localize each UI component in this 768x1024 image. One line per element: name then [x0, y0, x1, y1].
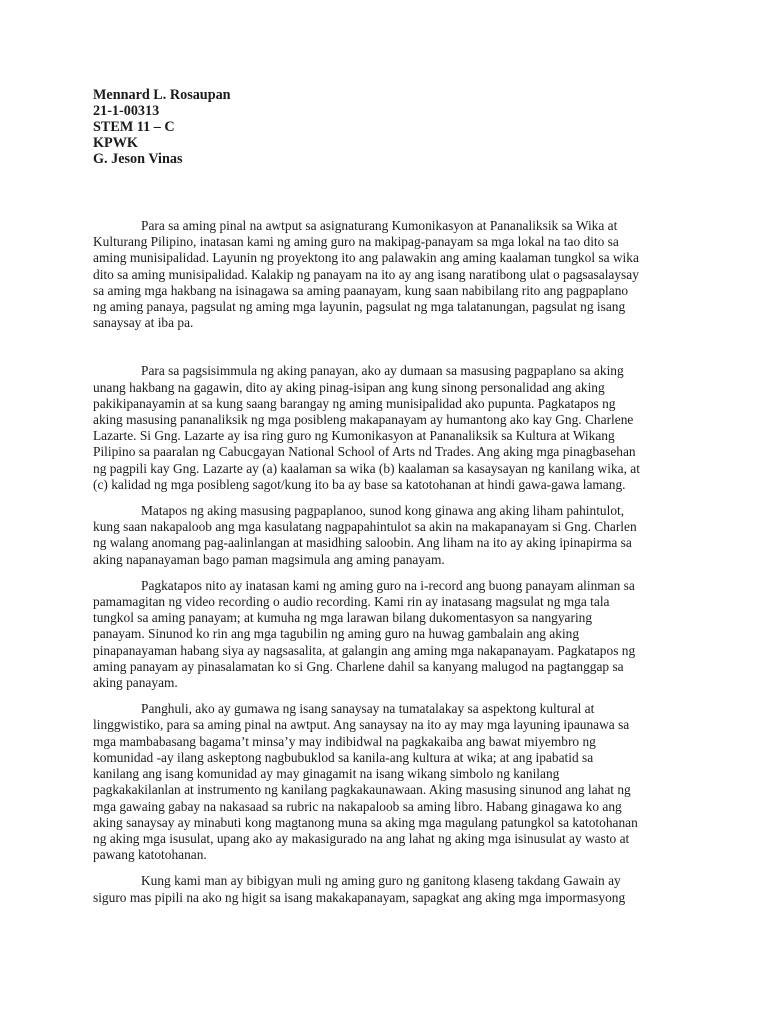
paragraph-line: ng aking mga isusulat, upang ako ay makasigurado na ang lahat ng aking mga isinusulat ay wasto at [93, 830, 630, 846]
paragraph-line: komunidad -ay ilang askeptong nagbubuklod sa kanila-ang kultura at wika; at ang ipabatid sa [93, 749, 594, 765]
paragraph-line: aking sanaysay ay minabuti kong magtanong muna sa aking mga magulang patungkol sa katotohanan [93, 814, 638, 830]
paragraph-5 [93, 701, 683, 863]
paragraph-6 [93, 873, 683, 905]
class-section: STEM 11 – C [93, 119, 175, 135]
paragraph-1 [93, 218, 683, 331]
paragraph-line: mga gawaing gabay na nakasaad sa rubric na nakapaloob sa aming libro. Habang ginagawa ko ang [93, 798, 622, 814]
spacer [93, 493, 683, 503]
paragraph-line: ng pagpili kay Gng. Lazarte ay (a) kaalaman sa wika (b) kaalaman sa kasaysayan ng kanilang wika, at [93, 460, 640, 476]
paragraph-line: Kung kami man ay bibigyan muli ng aming guro ng ganitong klaseng takdang Gawain ay [141, 873, 621, 889]
paragraph-line: aking panayam. [93, 675, 178, 691]
paragraph-line: unang hakbang na gagawin, dito ay aking pinag-isipan ang kung sinong personalidad ang aking [93, 379, 605, 395]
paragraph-line: sanaysay at iba pa. [93, 315, 194, 331]
paragraph-line: kung saan nakapaloob ang mga kasulatang nagpapahintulot sa akin na makapanayam si Gng. Charlen [93, 519, 637, 535]
paragraph-line: pinapanayaman habang siya ay nagsasalita, at galangin ang aming mga nakapanayam. Pagkatapos ng [93, 642, 636, 658]
paragraph-line: kanilang ang isang komunidad ay may ginagamit na isang wikang simbolo ng kanilang [93, 766, 560, 782]
paragraph-line: Pilipino sa paaralan ng Cabucgayan National School of Arts nd Trades. Ang aking mga pinagbasehan [93, 444, 636, 460]
paragraph-line: (c) kalidad ng mga posibleng sagot/kung ito ba ay base sa katotohanan at hindi gawa-gawa lamang. [93, 476, 626, 492]
paragraph-line: tungkol sa aming panayam; at kumuha ng mga larawan bilang dukomentasyon sa nangyaring [93, 610, 593, 626]
spacer [93, 331, 683, 363]
spacer [93, 568, 683, 578]
paragraph-line: pawang katotohanan. [93, 847, 207, 863]
paragraph-3 [93, 503, 683, 568]
paragraph-4 [93, 578, 683, 691]
teacher-name: G. Jeson Vinas [93, 151, 183, 167]
paragraph-line: sa aming mga hakbang na isinagawa sa aming paanayam, kung saan nabibilang rito ang pagpaplano [93, 282, 629, 298]
paragraph-line: Lazarte. Si Gng. Lazarte ay isa ring guro ng Kumonikasyon at Pananaliksik sa Kultura at Wikang [93, 428, 615, 444]
paragraph-2 [93, 363, 683, 493]
paragraph-line: mga mambabasang bagama’t minsa’y may indibidwal na pagkakaiba ang bawat miyembro ng [93, 733, 596, 749]
document-body [93, 218, 683, 906]
paragraph-line: ng aming panaya, pagsulat ng aming mga layunin, pagsulat ng mga talatanungan, pagsulat ng isang [93, 299, 626, 315]
author-header [93, 87, 231, 167]
paragraph-line: aming munisipalidad. Layunin ng proyektong ito ang palawakin ang aming kaalaman tungkol sa wika [93, 250, 639, 266]
subject-code: KPWK [93, 135, 138, 151]
paragraph-line: Para sa pagsisimmula ng aking panayan, ako ay dumaan sa masusing pagpaplano sa aking [141, 363, 624, 379]
paragraph-line: panayam. Sinunod ko rin ang mga tagubilin ng aming guro na huwag gambalain ang aking [93, 626, 580, 642]
paragraph-line: Kulturang Pilipino, inatasan kami ng aming guro na makipag-panayam sa mga lokal na tao dito sa [93, 234, 619, 250]
spacer [93, 691, 683, 701]
paragraph-line: pamamagitan ng video recording o audio recording. Kami rin ay inatasang magsulat ng mga tala [93, 594, 610, 610]
paragraph-line: aking napanayaman bago paman magsimula ang aming panayam. [93, 551, 445, 567]
paragraph-line: siguro mas pipili na ako ng higit sa isang makakapanayam, sapagkat ang aking mga impormasyong [93, 889, 626, 905]
paragraph-line: Para sa aming pinal na awtput sa asignaturang Kumonikasyon at Pananaliksik sa Wika at [141, 218, 618, 233]
paragraph-line: pakikipanayamin at sa kung saang barangay ng aming munisipalidad ako pupunta. Pagkatapos ng [93, 395, 616, 411]
paragraph-line: linggwistiko, para sa aming pinal na awtput. Ang sanaysay na ito ay may mga layuning ipaunawa sa [93, 717, 630, 733]
paragraph-line: Panghuli, ako ay gumawa ng isang sanaysay na tumatalakay sa aspektong kultural at [141, 701, 595, 717]
paragraph-line: Matapos ng aking masusing pagpaplanoo, sunod kong ginawa ang aking liham pahintulot, [141, 503, 625, 519]
student-id: 21-1-00313 [93, 103, 160, 119]
paragraph-line: ng walang anomang pag-aalinlangan at masidhing saloobin. Ang liham na ito ay aking ipinapirma sa [93, 535, 632, 551]
paragraph-line: aming panayam ay pinasalamatan ko si Gng. Charlene dahil sa kanyang malugod na pagtanggap sa [93, 658, 624, 674]
author-name: Mennard L. Rosaupan [93, 87, 231, 103]
paragraph-line: dito sa aming munisipalidad. Kalakip ng panayam na ito ay ang isang naratibong ulat o pagsasalaysay [93, 266, 639, 282]
spacer [93, 863, 683, 873]
paragraph-line: pagkakakilanlan at instrumento ng kanilang pagkakaunawaan. Aking masusing sinunod ang lahat ng [93, 782, 631, 798]
paragraph-line: aking masusing pananaliksik ng mga posibleng makapanayam ay humantong ako kay Gng. Charlene [93, 412, 634, 428]
paragraph-line: Pagkatapos nito ay inatasan kami ng aming guro na i-record ang buong panayam alinman sa [141, 577, 635, 593]
